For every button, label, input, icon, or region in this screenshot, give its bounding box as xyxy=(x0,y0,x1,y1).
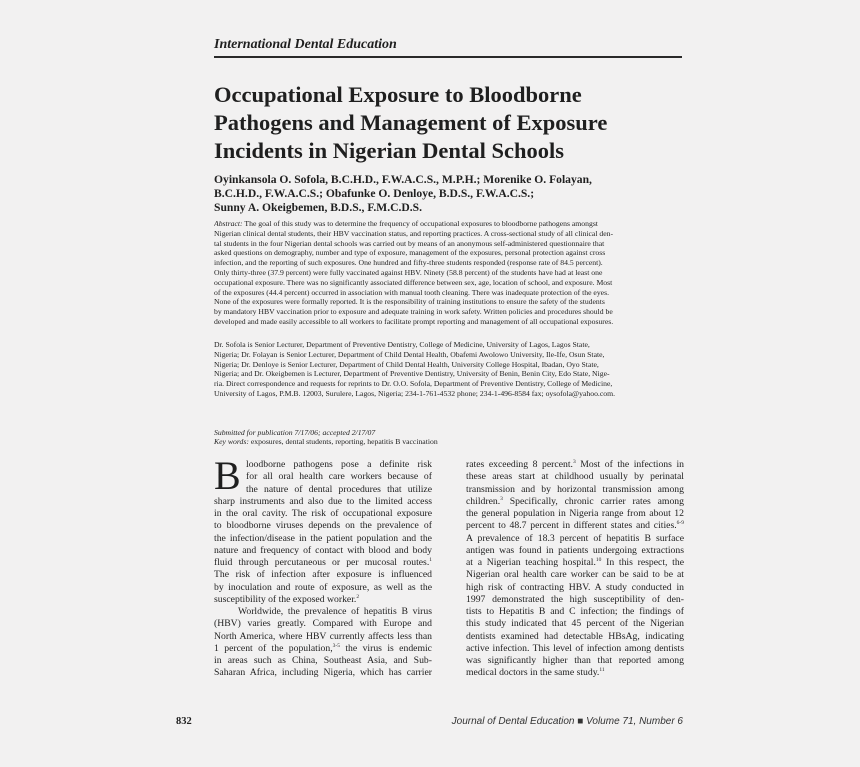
body-line: in the oral cavity. The risk of occupational exposure xyxy=(214,508,432,519)
body-line: for all oral health care workers because of xyxy=(246,471,432,483)
body-text: rates exceeding 8 percent. xyxy=(466,459,573,470)
header-rule xyxy=(214,56,682,58)
body-line: loodborne pathogens pose a definite risk xyxy=(246,459,432,470)
reference-mark: 2 xyxy=(356,593,360,600)
body-line: nature and frequency of contact with blood and body xyxy=(214,544,432,556)
abstract-line: occupational exposure. There was no significantly associated difference between sex, age, location of school, and exposure. Most xyxy=(214,277,613,287)
body-line: dentists examined had detectable HBsAg, indicating xyxy=(466,630,684,642)
body-line xyxy=(214,594,432,606)
abstract-line: tal students in the four Nigerian dental schools was carried out by means of an anonymous self-administered questionnaire that xyxy=(214,238,605,248)
body-text: the virus is endemic xyxy=(339,642,432,654)
body-text: at a Nigerian teaching hospital. xyxy=(466,557,596,568)
abstract-label: Abstract: xyxy=(214,219,243,228)
abstract-line: None of the exposures were formally reported. It is the responsibility of training institutions to ensure the safety of the students xyxy=(214,297,605,307)
author-list xyxy=(214,173,684,216)
author-affiliations xyxy=(214,340,684,399)
body-line xyxy=(214,557,432,569)
body-line: 1997 demonstrated the high susceptibility of den- xyxy=(466,593,684,605)
body-column-right xyxy=(466,459,684,680)
abstract-line xyxy=(214,219,684,229)
title-line: Incidents in Nigerian Dental Schools xyxy=(214,138,565,163)
body-line: Worldwide, the prevalence of hepatitis B virus xyxy=(238,606,432,617)
abstract-line: infection, and the reporting of such exposures. One hundred and fifty-three students responded (response rate of 84.5 percent). xyxy=(214,258,603,268)
body-text: medical doctors in the same study. xyxy=(466,667,600,679)
author-line: B.C.H.D., F.W.A.C.S.; Obafunke O. Denloye, B.D.S., F.W.A.C.S.; xyxy=(214,187,535,201)
abstract-line: Only thirty-three (37.9 percent) were fully vaccinated against HBV. Ninety (58.8 percent) of the students have had at least one xyxy=(214,267,603,277)
article-title xyxy=(214,81,684,165)
keywords-label: Key words: xyxy=(214,437,249,446)
reference-mark: 1 xyxy=(429,557,432,563)
body-text: percent to 48.7 percent in different states and cities. xyxy=(466,520,677,532)
body-line: to bloodborne viruses depends on the prevalence of xyxy=(214,520,432,532)
abstract-line: by mandatory HBV vaccination prior to exposure and adequate training in work safety. Written policies and procedures should be xyxy=(214,307,613,317)
body-line: Saharan Africa, including Nigeria, which has carrier xyxy=(214,667,432,679)
body-line: these areas start at childhood usually by perinatal xyxy=(466,471,684,483)
body-line xyxy=(214,643,432,655)
reference-mark: 10 xyxy=(595,557,602,563)
body-text: susceptibility of the exposed worker. xyxy=(214,593,357,605)
abstract-text: The goal of this study was to determine the frequency of occupational exposures to bloodborne pathogens amongst xyxy=(242,219,598,228)
keywords xyxy=(214,437,684,447)
keywords-text: exposures, dental students, reporting, hepatitis B vaccination xyxy=(248,437,438,446)
body-line: Nigerian oral health care worker can be said to be at xyxy=(466,569,684,581)
body-line xyxy=(466,459,684,471)
body-line: this study indicated that 45 percent of the Nigerian xyxy=(466,618,684,630)
body-line: the general population in Nigeria range from about 12 xyxy=(466,508,684,519)
body-line: was significantly higher than that reported among xyxy=(466,655,684,666)
abstract-line: developed and made easily accessible to all workers to facilitate prompt reporting and management of all occupational exposures. xyxy=(214,316,614,326)
journal-section-header: International Dental Education xyxy=(214,37,397,52)
affiliation-line: Nigeria; and Dr. Okeigbemen is Lecturer, Department of Preventive Dentistry, University of Benin, Benin City, Edo State, Nige- xyxy=(214,369,610,379)
body-text: 1 percent of the population, xyxy=(214,642,333,654)
reference-mark: 3 xyxy=(500,495,503,502)
reference-mark: 11 xyxy=(599,667,605,674)
affiliation-line: ria. Direct correspondence and requests for reprints to Dr. O.O. Sofola, Department of Preventive Dentistry, College of Medicine, xyxy=(214,379,613,389)
title-line: Occupational Exposure to Bloodborne xyxy=(214,82,582,107)
title-line: Pathogens and Management of Exposure xyxy=(214,110,608,135)
body-line xyxy=(466,520,684,532)
journal-footer: Journal of Dental Education ■ Volume 71, Number 6 xyxy=(451,716,683,727)
abstract xyxy=(214,219,684,327)
author-line: Sunny A. Okeigbemen, B.D.S., F.M.C.D.S. xyxy=(214,201,422,215)
affiliation-line: Nigeria; Dr. Folayan is Senior Lecturer, Department of Child Dental Health, Obafemi Awolowo University, Ile-Ife, Osun State, xyxy=(214,349,605,359)
body-line xyxy=(466,667,684,679)
page-number: 832 xyxy=(176,716,192,727)
abstract-line: asked questions on demography, number and type of exposure, management of the exposures, personal protection against cross xyxy=(214,248,606,258)
abstract-line: Nigerian clinical dental students, their HBV vaccination status, and reporting practices. A cross-sectional study of all clinical den- xyxy=(214,228,614,238)
body-text: children. xyxy=(466,495,501,507)
abstract-line: of the exposures (44.4 percent) occurred in association with manual tooth cleaning. There was inadequate protection of the eyes. xyxy=(214,287,609,297)
reference-mark: 3-5 xyxy=(332,642,340,649)
affiliation-line: University of Lagos, P.M.B. 12003, Surulere, Lagos, Nigeria; 234-1-761-4532 phone; 234-1-496-8584 fax; oysofola@yahoo.com. xyxy=(214,388,615,398)
affiliation-line: Nigeria; Dr. Denloye is Senior Lecturer, Department of Child Dental Health, University College Hospital, Ibadan, Oyo State, xyxy=(214,359,599,369)
submission-dates: Submitted for publication 7/17/06; accepted 2/17/07 xyxy=(214,428,376,437)
body-line: A prevalence of 18.3 percent of hepatitis B surface xyxy=(466,532,684,544)
body-line: tists to Hepatitis B and C infection; the findings of xyxy=(466,606,684,617)
body-line: the nature of dental procedures that utilize xyxy=(246,483,432,495)
body-line: active infection. This level of infection among dentists xyxy=(466,642,684,654)
body-text: Specifically, chronic carrier rates among xyxy=(502,495,684,507)
body-text: Most of the infections in xyxy=(575,459,684,470)
body-line: the infection/disease in the patient population and the xyxy=(214,532,432,544)
body-line: transmission and by horizontal transmission among xyxy=(466,483,684,495)
affiliation-line: Dr. Sofola is Senior Lecturer, Department of Preventive Dentistry, College of Medicine, University of Lagos, Lagos State, xyxy=(214,340,590,349)
body-text: In this respect, the xyxy=(601,557,684,568)
body-line xyxy=(466,496,684,508)
body-line: (HBV) varies greatly. Compared with Europe and xyxy=(214,618,432,630)
drop-cap: B xyxy=(214,453,241,498)
body-line: antigen was found in patients undergoing extractions xyxy=(466,544,684,556)
body-line: sharp instruments and also due to the limited access xyxy=(214,495,432,507)
reference-mark: 6-9 xyxy=(676,520,684,527)
body-line: North America, where HBV currently affects less than xyxy=(214,630,432,642)
body-text: fluid through percutaneous or per mucosal routes. xyxy=(214,557,430,568)
body-column-left xyxy=(214,453,432,680)
body-line: by inoculation and route of exposure, as well as the xyxy=(214,581,432,593)
body-line: high risk of contracting HBV. A study conducted in xyxy=(466,581,684,593)
body-line: The risk of infection after exposure is influenced xyxy=(214,569,432,581)
body-line: in areas such as China, Southeast Asia, and Sub- xyxy=(214,655,432,666)
body-line xyxy=(466,557,684,569)
author-line: Oyinkansola O. Sofola, B.C.H.D., F.W.A.C.S., M.P.H.; Morenike O. Folayan, xyxy=(214,173,592,186)
reference-mark: 3 xyxy=(572,459,576,465)
